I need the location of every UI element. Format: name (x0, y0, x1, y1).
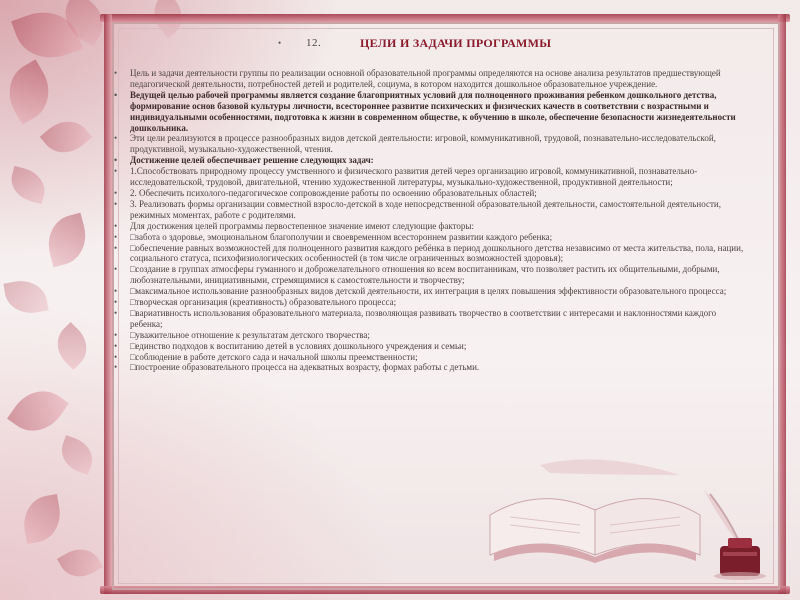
leaf-icon (42, 213, 93, 268)
list-item: • □уважительное отношение к результатам детского творчества; (120, 330, 746, 341)
leaf-icon (7, 379, 69, 442)
list-item: • 3. Реализовать формы организации совместной взросло-детской в ходе непосредственной образовательной деятельности, самостоятельной деятельности, режимных моментах, работе с родителями. (120, 199, 746, 221)
list-item: • Эти цели реализуются в процессе разнообразных видов детской деятельности: игровой, коммуникативной, трудовой, познавательно-исследовательской, продуктивной, музыкально-художественной, чтения. (120, 133, 746, 155)
title-row (120, 36, 746, 54)
list-item: • □творческая организация (креативность) образовательного процесса; (120, 297, 746, 308)
inkwell-quill-icon (690, 490, 782, 582)
slide-number: 12. (306, 37, 322, 49)
leaf-icon (56, 435, 98, 475)
slide-title: ЦЕЛИ И ЗАДАЧИ ПРОГРАММЫ (360, 36, 552, 50)
leaf-icon (19, 494, 64, 544)
leaf-icon (3, 277, 48, 317)
list-item: • □максимальное использование разнообразных видов детской деятельности, их интеграция в целях повышения эффективности образовательного процесса; (120, 286, 746, 297)
list-item: • Цель и задачи деятельности группы по реализации основной образовательной программы определяются на основе анализа результатов предшествующей педагогической деятельности, потребностей детей и родителей, социума, в котором находится дошкольное образовательное учреждение. (120, 68, 746, 90)
list-item: • □создание в группах атмосферы гуманного и доброжелательного отношения ко всем воспитанникам, что позволяет растить их общительными, добрыми, любознательными, инициативными, стремящимися к самостоятельности и творчеству; (120, 264, 746, 286)
list-item: • □соблюдение в работе детского сада и начальной школы преемственности; (120, 352, 746, 363)
leaf-icon (0, 59, 61, 124)
list-item: • □единство подходов к воспитанию детей в условиях дошкольного учреждения и семьи; (120, 341, 746, 352)
list-item: • □забота о здоровье, эмоциональном благополучии и своевременном всестороннем развитии каждого ребенка; (120, 232, 746, 243)
list-item: • □вариативность использования образовательного материала, позволяющая развивать творчество в соответствии с интересами и наклонностями каждого ребенка; (120, 308, 746, 330)
list-item: • Ведущей целью рабочей программы является создание благоприятных условий для полноценного проживания ребенком дошкольного детства, формирование основ базовой культуры личности, всестороннее развитие психических и физических качеств в соответствии с возрастными и индивидуальными особенностями, подготовка к жизни в современном обществе, к обучению в школе, обеспечение безопасности жизнедеятельности дошкольника. (120, 90, 746, 134)
bullet-icon: • (278, 38, 282, 48)
leaf-icon (57, 541, 103, 585)
leaf-icon (48, 322, 96, 370)
list-item: • 2. Обеспечить психолого-педагогическое сопровождение работы по освоению образовательных областей; (120, 188, 746, 199)
leaf-icon (7, 166, 50, 204)
frame-left-bar (104, 14, 112, 594)
list-item: • Для достижения целей программы первостепенное значение имеют следующие факторы: (120, 221, 746, 232)
frame-top-bar (100, 14, 790, 22)
bullet-list (120, 68, 746, 373)
leaf-icon (40, 111, 92, 163)
list-item: • □обеспечение равных возможностей для полноценного развития каждого ребёнка в период дошкольного детства независимо от места жительства, пола, нации, социального статуса, психофизиологических особенностей (в том числе ограниченных возможностей здоровья); (120, 243, 746, 265)
list-item: • □построение образовательного процесса на адекватных возрасту, формах работы с детьми. (120, 362, 746, 373)
list-item: • 1.Способствовать природному процессу умственного и физического развития детей через организацию игровой, коммуникативной, познавательно-исследовательской, трудовой, двигательной, чтению художественной литературы, музыкально-художественной, продуктивной деятельности; (120, 166, 746, 188)
list-item: • Достижение целей обеспечивает решение следующих задач: (120, 155, 746, 166)
slide-content (120, 36, 746, 496)
